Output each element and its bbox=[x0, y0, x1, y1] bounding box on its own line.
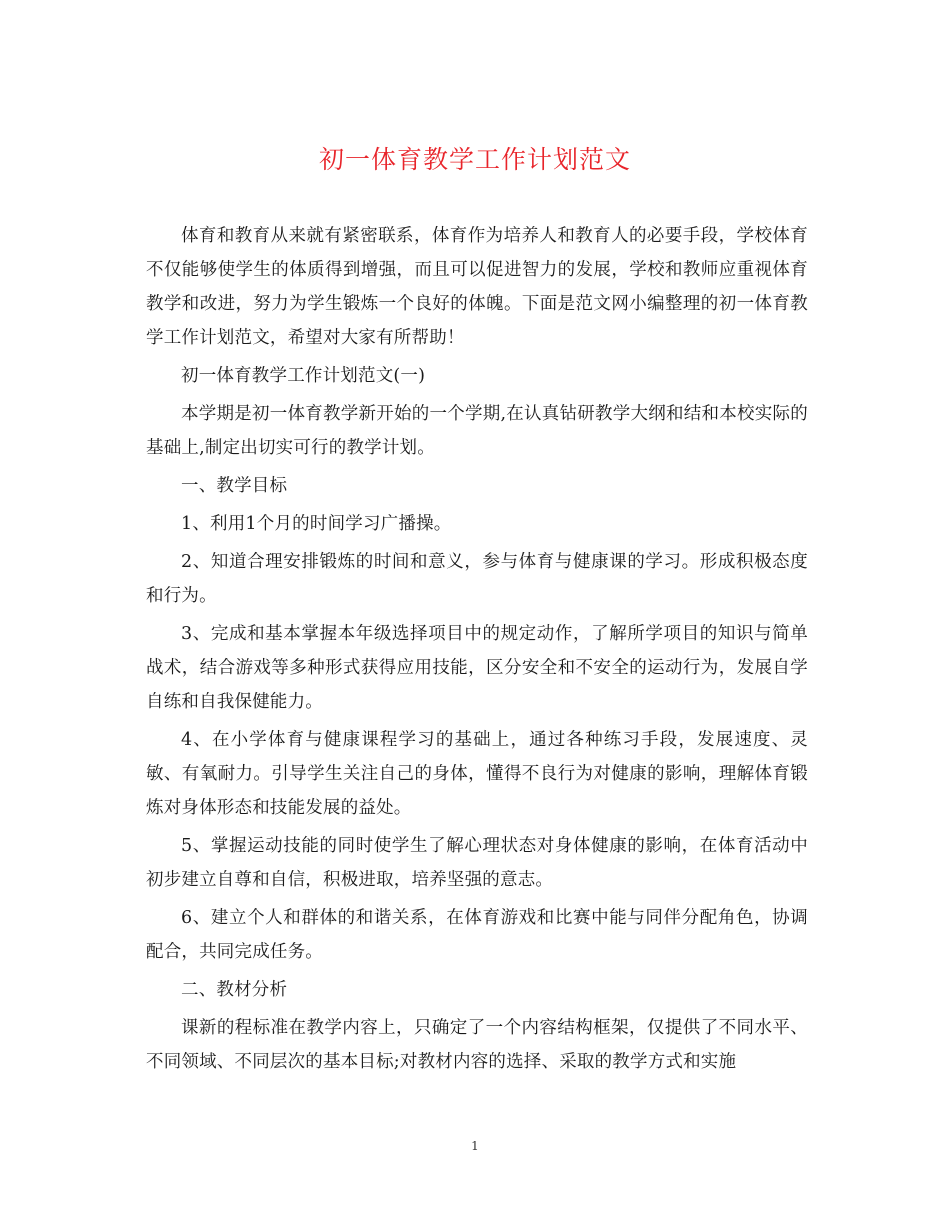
goal-item-4: 4、在小学体育与健康课程学习的基础上，通过各种练习手段，发展速度、灵敏、有氧耐力。引导学生关注自己的身体，懂得不良行为对健康的影响，理解体育锻炼对身体形态和技能发展的益处。 bbox=[146, 730, 808, 818]
paragraph-intro: 体育和教育从来就有紧密联系，体育作为培养人和教育人的必要手段，学校体育不仅能够使学生的体质得到增强，而且可以促进智力的发展，学校和教师应重视体育教学和改进，努力为学生锻炼一个良好的体魄。下面是范文网小编整理的初一体育教学工作计划范文，希望对大家有所帮助！ bbox=[146, 226, 808, 348]
section-heading-goals: 一、教学目标 bbox=[181, 476, 288, 496]
section-heading-materials: 二、教材分析 bbox=[181, 980, 288, 1000]
document-body bbox=[146, 219, 808, 1083]
goal-item-5: 5、掌握运动技能的同时使学生了解心理状态对身体健康的影响，在体育活动中初步建立自尊和自信，积极进取，培养坚强的意志。 bbox=[146, 836, 808, 890]
document-title: 初一体育教学工作计划范文 bbox=[318, 145, 631, 174]
goal-item-2: 2、知道合理安排锻炼的时间和意义，参与体育与健康课的学习。形成积极态度和行为。 bbox=[146, 552, 808, 606]
paragraph-semester: 本学期是初一体育教学新开始的一个学期,在认真钻研教学大纲和结和本校实际的基础上,制定出切实可行的教学计划。 bbox=[146, 404, 808, 458]
goal-item-1: 1、利用1个月的时间学习广播操。 bbox=[181, 514, 452, 534]
paragraph-materials: 课新的程标准在教学内容上，只确定了一个内容结构框架，仅提供了不同水平、不同领域、不同层次的基本目标;对教材内容的选择、采取的教学方式和实施 bbox=[146, 1018, 808, 1072]
page-number: 1 bbox=[471, 1139, 479, 1153]
paragraph-subtitle: 初一体育教学工作计划范文(一) bbox=[181, 366, 426, 386]
goal-item-6: 6、建立个人和群体的和谐关系，在体育游戏和比赛中能与同伴分配角色，协调配合，共同完成任务。 bbox=[146, 908, 808, 962]
goal-item-3: 3、完成和基本掌握本年级选择项目中的规定动作，了解所学项目的知识与简单战术，结合游戏等多种形式获得应用技能，区分安全和不安全的运动行为，发展自学自练和自我保健能力。 bbox=[146, 624, 808, 712]
